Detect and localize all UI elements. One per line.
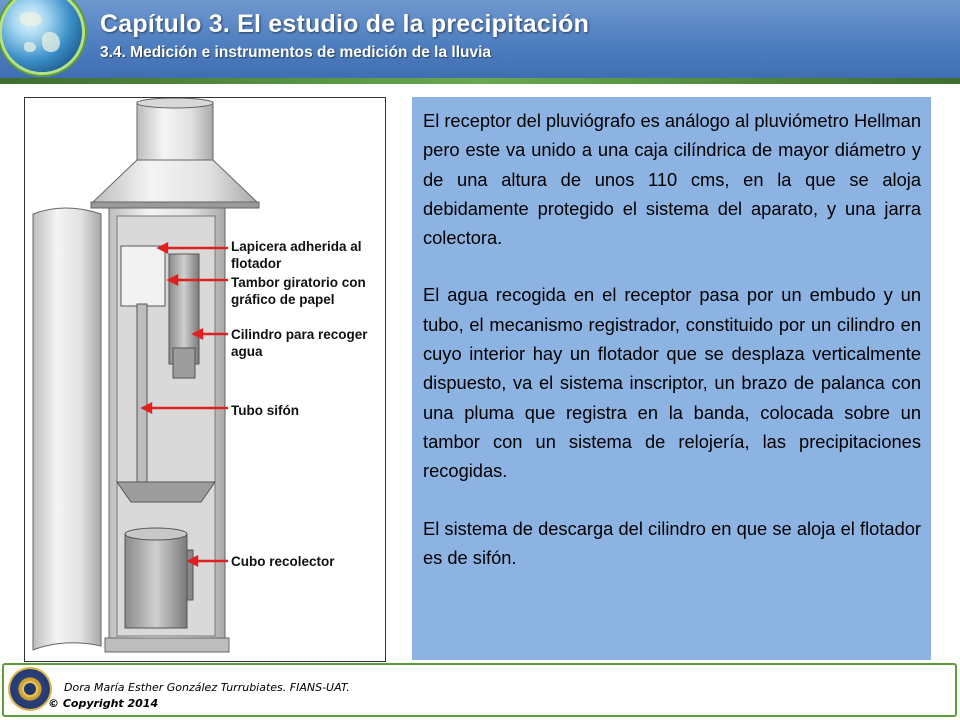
slide-title: Capítulo 3. El estudio de la precipitación [100,10,590,38]
figure-label-bucket: Cubo recolector [231,554,335,569]
university-seal-icon [10,669,50,709]
author-credit: Dora María Esther González Turrubiates. FIANS-UAT. [64,681,350,694]
figure-label-siphon: Tubo sifón [231,403,299,418]
figure-label-pen: Lapicera adherida al flotador [231,239,362,271]
paragraph-mechanism: El agua recogida en el receptor pasa por un embudo y un tubo, el mecanismo registrador, constituido por un cilindro en cuyo interior hay un flotador que se desplaza verticalmente dispuesto, va el sistema inscriptor, un brazo de palanca con una pluma que registra en la banda, colocada sobre un tambor con un sistema de relojería, las precipitaciones recogidas. [423,284,921,482]
pluviograph-drawing [25,98,385,661]
pluviograph-figure [24,97,386,662]
globe-icon [2,0,82,72]
slide-subtitle: 3.4. Medición e instrumentos de medición de la lluvia [100,44,492,61]
figure-label-cylinder: Cilindro para recoger agua [231,327,368,359]
paragraph-siphon: El sistema de descarga del cilindro en que se aloja el flotador es de sifón. [423,517,921,568]
slide-footer [2,663,957,717]
figure-label-drum: Tambor giratorio con gráfico de papel [231,275,366,307]
copyright-notice: © Copyright 2014 [48,697,159,710]
description-panel [412,97,931,660]
paragraph-receptor: El receptor del pluviógrafo es análogo al pluviómetro Hellman pero este va unido a una caja cilíndrica de mayor diámetro y de una altura de unos 110 cms, en la que se aloja debidamente protegido el sistema del aparato, y una jarra colectora. [423,110,921,249]
slide-header [0,0,960,78]
header-divider [0,78,960,84]
